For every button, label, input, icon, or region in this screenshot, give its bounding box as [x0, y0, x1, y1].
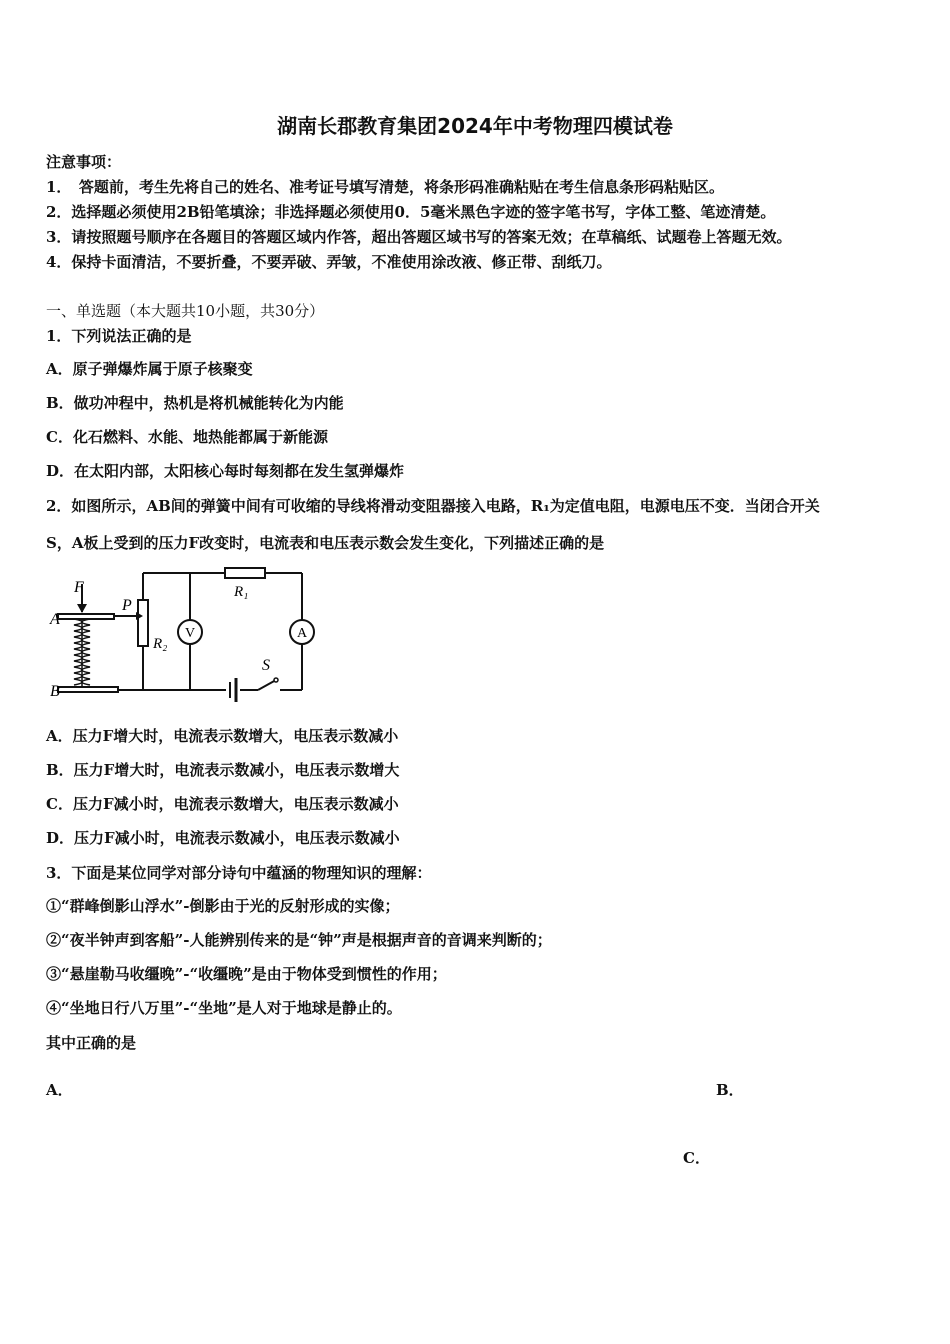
- force-label: F: [74, 579, 84, 596]
- switch-label: S: [262, 657, 270, 674]
- plate-b-label: B: [50, 683, 60, 700]
- voltmeter-label: V: [185, 626, 196, 641]
- question-3-choice-b: B．: [716, 1081, 744, 1099]
- notice-item-2: 2．选择题必须使用2B铅笔填涂；非选择题必须使用0．5毫米黑色字迹的签字笔书写，字体工整、笔迹清楚。: [46, 203, 776, 221]
- circuit-diagram: [44, 562, 329, 712]
- question-3-tail: 其中正确的是: [46, 1034, 137, 1052]
- question-2-stem-line1: 2．如图所示，AB间的弹簧中间有可收缩的导线将滑动变阻器接入电路，R₁为定值电阻，电源电压不变．当闭合开关: [46, 497, 820, 515]
- question-3-item-3: ③“悬崖勒马收缰晚”-“收缰晚”是由于物体受到惯性的作用；: [46, 965, 447, 983]
- plate-a-label: A: [50, 611, 60, 628]
- notice-item-1: 1． 答题前，考生先将自己的姓名、准考证号填写清楚，将条形码准确粘贴在考生信息条形码粘贴区。: [46, 178, 724, 196]
- question-3-choice-c: C．: [683, 1149, 710, 1167]
- question-3-item-1: ①“群峰倒影山浮水”-倒影由于光的反射形成的实像；: [46, 897, 400, 915]
- page-title: 湖南长郡教育集团2024年中考物理四模试卷: [277, 114, 673, 138]
- notice-item-4: 4．保持卡面清洁，不要折叠，不要弄破、弄皱，不准使用涂改液、修正带、刮纸刀。: [46, 253, 612, 271]
- slider-p-label: P: [122, 597, 132, 614]
- ammeter-label: A: [297, 626, 308, 641]
- r2-label: R₂: [153, 636, 168, 652]
- question-2-option-d: D．压力F减小时，电流表示数减小，电压表示数减小: [46, 829, 400, 847]
- question-2-option-c: C．压力F减小时，电流表示数增大，电压表示数减小: [46, 795, 399, 813]
- question-1-option-d: D．在太阳内部，太阳核心每时每刻都在发生氢弹爆炸: [46, 462, 405, 480]
- question-1-option-b: B．做功冲程中，热机是将机械能转化为内能: [46, 394, 344, 412]
- question-1-stem: 1．下列说法正确的是: [46, 327, 192, 345]
- question-3-choice-a: A．: [46, 1081, 73, 1099]
- r1-label: R₁: [234, 584, 249, 600]
- section-heading: 一、单选题（本大题共10小题，共30分）: [46, 302, 325, 320]
- question-2-option-b: B．压力F增大时，电流表示数减小，电压表示数增大: [46, 761, 400, 779]
- question-3-stem: 3．下面是某位同学对部分诗句中蕴涵的物理知识的理解：: [46, 864, 432, 882]
- notice-heading: 注意事项：: [46, 153, 122, 171]
- question-1-option-c: C．化石燃料、水能、地热能都属于新能源: [46, 428, 328, 446]
- question-3-item-4: ④“坐地日行八万里”-“坐地”是人对于地球是静止的。: [46, 999, 402, 1017]
- notice-item-3: 3．请按照题号顺序在各题目的答题区域内作答，超出答题区域书写的答案无效；在草稿纸、试题卷上答题无效。: [46, 228, 792, 246]
- question-3-item-2: ②“夜半钟声到客船”-人能辨别传来的是“钟”声是根据声音的音调来判断的；: [46, 931, 552, 949]
- question-2-option-a: A．压力F增大时，电流表示数增大，电压表示数减小: [46, 727, 399, 745]
- question-2-stem-line2: S，A板上受到的压力F改变时，电流表和电压表示数会发生变化，下列描述正确的是: [46, 534, 605, 552]
- question-1-option-a: A．原子弹爆炸属于原子核聚变: [46, 360, 253, 378]
